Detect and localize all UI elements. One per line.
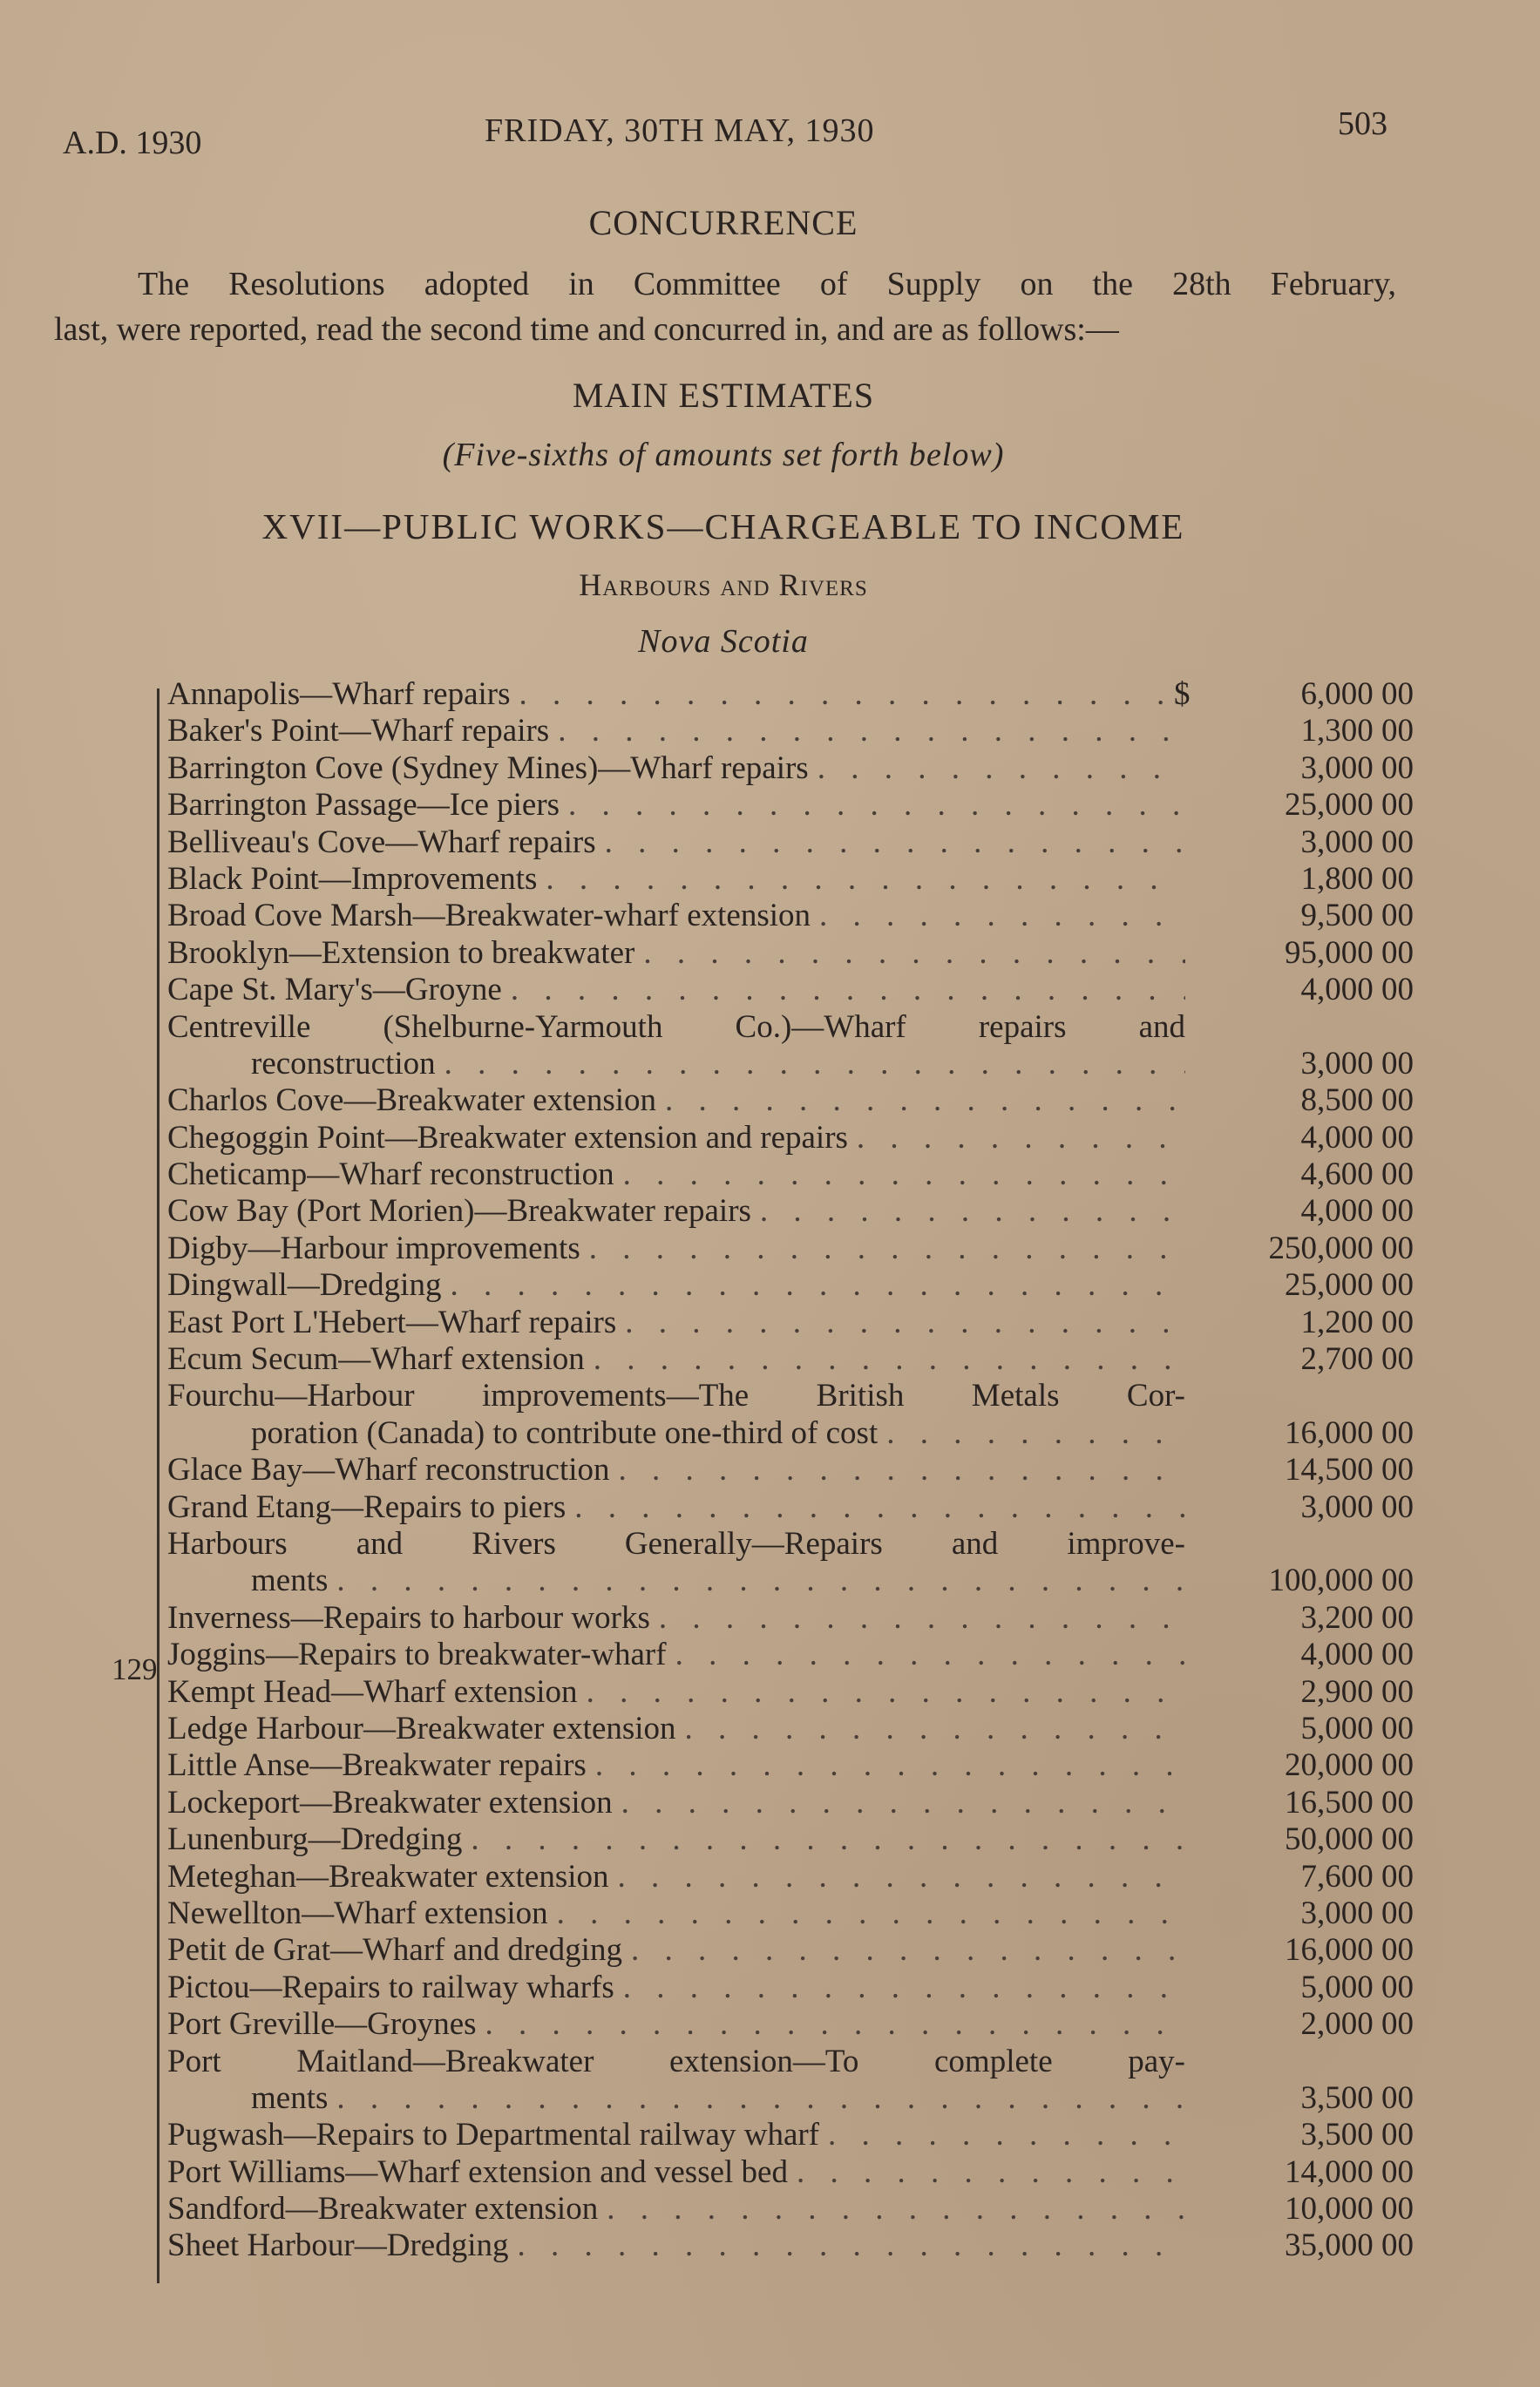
estimate-amount: 16,000 00 (1285, 1932, 1414, 1969)
dot-leader (587, 1747, 1185, 1784)
estimate-description (167, 750, 1185, 787)
estimate-description (167, 1267, 1185, 1304)
estimate-description (167, 2228, 1185, 2264)
dot-leader (462, 1821, 1185, 1858)
estimate-row (167, 750, 1440, 787)
dot-leader (477, 2006, 1185, 2043)
estimate-row (167, 1747, 1440, 1784)
estimate-amount: 1,300 00 (1300, 713, 1414, 749)
dot-leader (809, 750, 1185, 787)
estimate-description (167, 1600, 1185, 1637)
estimate-label: Barrington Cove (Sydney Mines)—Wharf repairs (167, 749, 809, 786)
estimate-row (167, 972, 1440, 1008)
estimate-row (167, 1674, 1440, 1711)
estimate-row (167, 824, 1440, 861)
estimate-row (167, 1452, 1440, 1488)
estimate-row (167, 2006, 1440, 2043)
estimate-amount: 3,200 00 (1300, 1599, 1414, 1636)
estimate-amount: 3,500 00 (1300, 2079, 1414, 2116)
dot-leader (598, 2191, 1185, 2228)
estimate-amount: 14,500 00 (1285, 1452, 1414, 1488)
dot-leader (751, 1193, 1185, 1230)
estimate-description (167, 676, 1185, 713)
estimate-amount: 2,000 00 (1300, 2006, 1414, 2043)
estimate-label: Lockeport—Breakwater extension (167, 1784, 613, 1821)
estimate-label: Cheticamp—Wharf reconstruction (167, 1156, 614, 1193)
estimate-description (167, 1674, 1185, 1711)
estimate-label: Centreville (Shelburne-Yarmouth Co.)—Wharf repairs and (167, 1008, 1185, 1045)
estimate-description (167, 1009, 1185, 1083)
estimate-amount: 5,000 00 (1300, 1710, 1414, 1746)
estimate-row (167, 1267, 1440, 1304)
estimate-row (167, 1009, 1440, 1083)
dot-leader (566, 1489, 1185, 1526)
estimate-amount: 6,000 00 (1300, 676, 1414, 712)
dot-leader (616, 1305, 1185, 1341)
estimate-amount: 250,000 00 (1268, 1230, 1414, 1266)
estimate-label: Broad Cove Marsh—Breakwater-wharf extension (167, 898, 811, 934)
estimate-amount: 3,000 00 (1300, 1895, 1414, 1931)
dot-leader (811, 898, 1185, 934)
estimate-amount: 14,000 00 (1285, 2153, 1414, 2190)
estimate-label: Sheet Harbour—Dredging (167, 2228, 509, 2264)
estimate-description (167, 1785, 1185, 1821)
estimate-label: Pugwash—Repairs to Departmental railway wharf (167, 2117, 820, 2153)
estimate-label: Ecum Secum—Wharf extension (167, 1341, 585, 1378)
estimate-row (167, 1600, 1440, 1637)
estimate-amount: 50,000 00 (1285, 1821, 1414, 1858)
dot-leader (622, 1932, 1185, 1969)
main-estimates-heading: MAIN ESTIMATES (572, 376, 875, 415)
estimate-label: Lunenburg—Dredging (167, 1821, 463, 1858)
estimate-amount: 4,000 00 (1300, 1637, 1414, 1673)
estimate-row (167, 1305, 1440, 1341)
estimate-amount: 1,800 00 (1300, 860, 1414, 897)
header-year: A.D. 1930 (63, 125, 202, 161)
intro-paragraph (54, 261, 1396, 352)
dot-leader (549, 713, 1185, 749)
dot-leader (819, 2117, 1185, 2153)
dot-leader (580, 1231, 1185, 1267)
dot-leader (560, 787, 1185, 824)
estimate-amount: 3,000 00 (1300, 1488, 1414, 1525)
estimate-label: Little Anse—Breakwater repairs (167, 1747, 587, 1784)
estimate-label: Dingwall—Dredging (167, 1267, 442, 1304)
dot-leader (441, 1267, 1185, 1304)
currency-symbol: $ (1174, 676, 1191, 712)
estimate-label: Charlos Cove—Breakwater extension (167, 1082, 657, 1119)
dot-leader (609, 1859, 1185, 1895)
estimate-amount: 8,500 00 (1300, 1082, 1414, 1119)
estimate-row (167, 1156, 1440, 1193)
header-date: FRIDAY, 30TH MAY, 1930 (485, 112, 875, 149)
dot-leader (878, 1415, 1185, 1452)
estimate-label: Sandford—Breakwater extension (167, 2191, 599, 2228)
estimate-amount: 25,000 00 (1285, 1267, 1414, 1304)
estimate-amount: 7,600 00 (1300, 1858, 1414, 1895)
estimate-label: Harbours and Rivers Generally—Repairs and improve- (167, 1526, 1185, 1563)
estimate-row (167, 1193, 1440, 1230)
estimate-label: Pictou—Repairs to railway wharfs (167, 1969, 614, 2005)
estimate-row (167, 1231, 1440, 1267)
estimate-row (167, 2154, 1440, 2191)
estimate-amount: 16,000 00 (1285, 1414, 1414, 1451)
estimate-amount: 9,500 00 (1300, 898, 1414, 934)
estimate-row (167, 1711, 1440, 1747)
estimate-description (167, 1821, 1185, 1858)
dot-leader (578, 1674, 1185, 1711)
dot-leader (610, 1452, 1185, 1488)
estimate-description (167, 1859, 1185, 1895)
estimate-label: Grand Etang—Repairs to piers (167, 1488, 566, 1525)
estimate-description (167, 2044, 1185, 2118)
dot-leader (548, 1895, 1185, 1932)
estimate-amount: 4,600 00 (1300, 1156, 1414, 1193)
estimate-description (167, 2117, 1185, 2153)
estimate-row (167, 1859, 1440, 1895)
estimate-description (167, 1526, 1185, 1600)
estimate-row (167, 935, 1440, 972)
estimates-list (167, 676, 1440, 2265)
estimate-amount: 3,500 00 (1300, 2117, 1414, 2153)
estimate-row (167, 1120, 1440, 1156)
estimate-label-continuation: reconstruction (251, 1045, 436, 1082)
estimate-amount: 5,000 00 (1300, 1969, 1414, 2005)
estimate-description (167, 1970, 1185, 2006)
estimate-description (167, 1711, 1185, 1747)
dot-leader (328, 1563, 1185, 1599)
dot-leader (848, 1120, 1185, 1156)
estimate-description (167, 824, 1185, 861)
estimate-label: Brooklyn—Extension to breakwater (167, 934, 635, 971)
estimate-amount: 25,000 00 (1285, 787, 1414, 824)
estimate-row (167, 787, 1440, 824)
estimate-description (167, 972, 1185, 1008)
estimate-description (167, 1193, 1185, 1230)
dot-leader (614, 1970, 1185, 2006)
estimate-amount: 1,200 00 (1300, 1304, 1414, 1340)
estimate-label: Cow Bay (Port Morien)—Breakwater repairs (167, 1193, 751, 1230)
estimate-label: Belliveau's Cove—Wharf repairs (167, 824, 596, 860)
estimate-label: Chegoggin Point—Breakwater extension and repairs (167, 1119, 848, 1156)
dot-leader (650, 1600, 1185, 1637)
estimate-description (167, 2191, 1185, 2228)
estimate-amount: 3,000 00 (1300, 1045, 1414, 1082)
estimate-label: East Port L'Hebert—Wharf repairs (167, 1304, 617, 1340)
dot-leader (511, 676, 1185, 713)
estimate-amount: 3,000 00 (1300, 824, 1414, 860)
estimate-description (167, 1637, 1185, 1673)
estimate-row (167, 2117, 1440, 2153)
estimate-label: Port Williams—Wharf extension and vessel bed (167, 2153, 788, 2190)
estimate-label: Annapolis—Wharf repairs (167, 676, 511, 712)
estimate-description (167, 1082, 1185, 1119)
estimate-description (167, 2154, 1185, 2191)
estimate-row (167, 1489, 1440, 1526)
estimate-row (167, 1526, 1440, 1600)
estimate-amount: 4,000 00 (1300, 972, 1414, 1008)
estimate-row (167, 1785, 1440, 1821)
dot-leader (537, 861, 1185, 898)
dot-leader (788, 2154, 1185, 2191)
dot-leader (508, 2228, 1185, 2264)
estimate-label: Cape St. Mary's—Groyne (167, 972, 502, 1008)
estimate-description (167, 1305, 1185, 1341)
estimate-description (167, 713, 1185, 749)
estimate-label: Barrington Passage—Ice piers (167, 787, 560, 824)
estimate-amount: 4,000 00 (1300, 1119, 1414, 1156)
estimate-description (167, 1932, 1185, 1969)
estimate-row (167, 1895, 1440, 1932)
fraction-note: (Five-sixths of amounts set forth below) (442, 437, 1005, 473)
intro-line-2: last, were reported, read the second time and concurred in, and are as follows:— (54, 311, 1119, 348)
estimate-description (167, 1231, 1185, 1267)
estimate-row (167, 2228, 1440, 2264)
estimate-label: Baker's Point—Wharf repairs (167, 713, 550, 749)
estimate-label: Kempt Head—Wharf extension (167, 1673, 578, 1710)
estimate-row (167, 2044, 1440, 2118)
intro-line-1: The Resolutions adopted in Committee of Supply on the 28th February, (138, 266, 1396, 302)
running-head (63, 105, 1387, 161)
estimate-description (167, 861, 1185, 898)
dot-leader (502, 972, 1185, 1008)
estimate-amount: 10,000 00 (1285, 2191, 1414, 2228)
estimate-row (167, 1932, 1440, 1969)
dot-leader (676, 1711, 1185, 1747)
page-number: 503 (1338, 105, 1387, 142)
estimate-row (167, 1637, 1440, 1673)
estimate-row (167, 2191, 1440, 2228)
estimate-description (167, 1341, 1185, 1378)
estimate-amount: 100,000 00 (1268, 1563, 1414, 1599)
estimate-label: Ledge Harbour—Breakwater extension (167, 1710, 676, 1746)
dot-leader (614, 1156, 1185, 1193)
estimate-row (167, 713, 1440, 749)
estimate-description (167, 1895, 1185, 1932)
estimate-row (167, 1341, 1440, 1378)
estimate-label: Joggins—Repairs to breakwater-wharf (167, 1637, 667, 1673)
estimate-label-continuation: ments (251, 2079, 329, 2116)
estimate-amount: 3,000 00 (1300, 749, 1414, 786)
subdivision-title: Harbours and Rivers (579, 567, 868, 602)
estimate-description (167, 898, 1185, 934)
estimate-row (167, 1821, 1440, 1858)
estimate-label: Meteghan—Breakwater extension (167, 1858, 609, 1895)
estimate-label: Petit de Grat—Wharf and dredging (167, 1932, 622, 1969)
estimate-description (167, 1120, 1185, 1156)
section-title: CONCURRENCE (588, 203, 858, 242)
estimate-amount: 95,000 00 (1285, 934, 1414, 971)
dot-leader (585, 1341, 1185, 1378)
estimate-amount: 2,700 00 (1300, 1341, 1414, 1378)
estimate-description (167, 935, 1185, 972)
side-number: 129 (112, 1652, 158, 1686)
estimate-label: Port Maitland—Breakwater extension—To complete pay- (167, 2043, 1185, 2079)
dot-leader (634, 935, 1185, 972)
estimate-description (167, 1452, 1185, 1488)
estimate-label-continuation: poration (Canada) to contribute one-third of cost (251, 1414, 879, 1451)
grouping-bracket (157, 688, 166, 2283)
estimate-label: Port Greville—Groynes (167, 2006, 477, 2043)
division-title: XVII—PUBLIC WORKS—CHARGEABLE TO INCOME (261, 506, 1185, 546)
estimate-label: Inverness—Repairs to harbour works (167, 1599, 650, 1636)
estimate-amount: 35,000 00 (1285, 2228, 1414, 2264)
estimate-row (167, 898, 1440, 934)
estimate-row (167, 1378, 1440, 1452)
estimate-label: Newellton—Wharf extension (167, 1895, 548, 1931)
estimate-amount: 4,000 00 (1300, 1193, 1414, 1230)
estimate-row (167, 861, 1440, 898)
estimate-label: Digby—Harbour improvements (167, 1230, 580, 1266)
estimate-amount: 2,900 00 (1300, 1673, 1414, 1710)
estimate-row (167, 1970, 1440, 2006)
estimate-row (167, 676, 1440, 713)
dot-leader (328, 2080, 1185, 2117)
dot-leader (667, 1637, 1185, 1673)
estimate-description (167, 1156, 1185, 1193)
estimate-amount: 20,000 00 (1285, 1747, 1414, 1784)
dot-leader (613, 1785, 1185, 1821)
estimate-label: Black Point—Improvements (167, 860, 538, 897)
estimate-description (167, 1489, 1185, 1526)
estimate-row (167, 1082, 1440, 1119)
estimate-label: Glace Bay—Wharf reconstruction (167, 1452, 610, 1488)
province-title: Nova Scotia (638, 623, 809, 660)
dot-leader (436, 1046, 1185, 1082)
dot-leader (656, 1082, 1185, 1119)
estimate-description (167, 1378, 1185, 1452)
estimate-label-continuation: ments (251, 1563, 329, 1599)
estimate-description (167, 2006, 1185, 2043)
estimate-description (167, 1747, 1185, 1784)
estimate-amount: 16,500 00 (1285, 1784, 1414, 1821)
estimate-label: Fourchu—Harbour improvements—The British Metals Cor- (167, 1378, 1185, 1414)
estimate-description (167, 787, 1185, 824)
dot-leader (596, 824, 1185, 861)
